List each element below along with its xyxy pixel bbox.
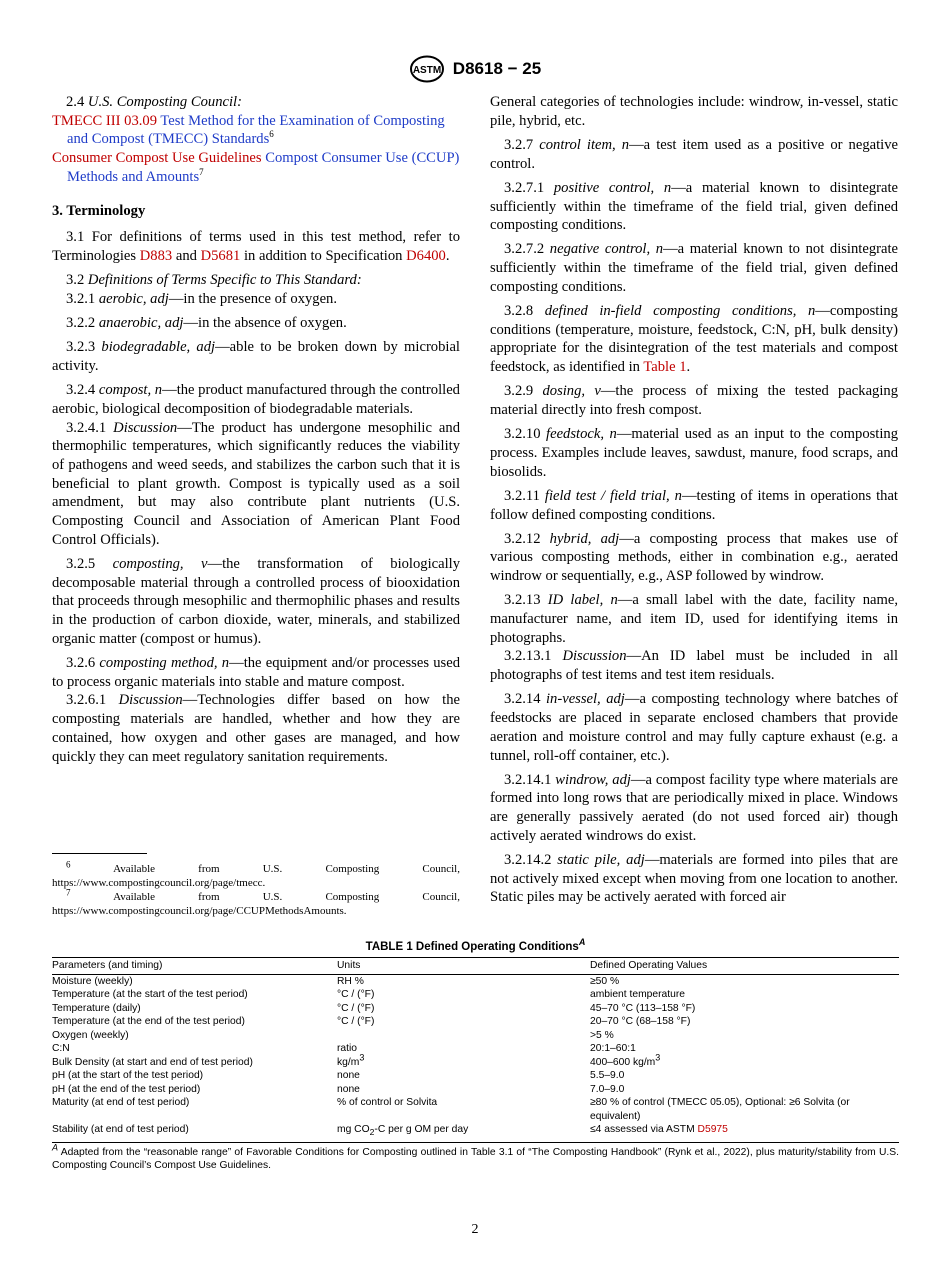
table-row: Temperature (at the end of the test period) °C / (°F) 20–70 °C (68–158 °F) (52, 1016, 691, 1027)
tmecc-link[interactable]: TMECC III 03.09 (52, 112, 157, 129)
tmecc-title-link[interactable]: Test Method for the Examination of Composting and Compost (TMECC) Standards (67, 112, 445, 148)
footnote-7: $^7$ Available from U.S. Composting Council, https://www.compostingcouncil.org/page/CCUPMethodsAmounts. (52, 887, 460, 917)
ccup-title-link[interactable]: Compost Consumer Use (CCUP) Methods and Amounts (67, 150, 460, 185)
table-row: pH (at the end of the test period) none 7.0–9.0 (52, 1083, 625, 1095)
d5975-link[interactable]: D5975 (697, 1124, 728, 1135)
astm-logo-icon (409, 55, 445, 83)
left-column: 2.4 U.S. Composting Council: TMECC III 03.09 Test Method for the Examination of Composting and Compost (TMECC) Standards$^6$ Consumer Compost Use Guidelines Compost Consumer Use (CCUP) Methods and Amounts$^7$ 3. Terminology 3.1 For definitions of terms used in this test method, refer to Terminologies D883 and D5681 in addition to Specification D6400. 3.2 Definitions of Terms Specific to This Standard: 3.2.1 aerobic, adj—in the presence of oxygen. 3.2.2 anaerobic, adj—in the absence of oxygen. 3.2.3 biodegradable, adj—able to be broken down by microbial activity. 3.2.4 compost, n—the product manufactured through the controlled aerobic, biological decomposition of biodegradable materials. 3.2.4.1 Discussion—The product has undergone mesophilic and thermophilic temperatures, which significantly reduces the viability of pathogens and weed seeds, and stabilizes the carbon such that it is beneficial to plant growth. Compost is typically used as a soil amendment, but may also contribute plant nutrients (U.S. Composting Council and Association of American Plant Food Control Officials). 3.2.5 composting, v—the transformation of biologically decomposable material through a controlled process of biooxidation that proceeds through mesophilic and thermophilic phases and results in the production of carbon dioxide, water, minerals, and stabilized organic matter (compost or humus). 3.2.6 composting method, n—the equipment and/or processes used to process organic materials into stable and mature compost. 3.2.6.1 Discussion—Technologies differ based on how the composting materials are handled, whether and how they are contained, how oxygen and other gases are managed, and how quickly they can meet regulatory sanitation requirements. (52, 94, 461, 765)
table-row: Maturity (at end of test period) % of control or Solvita ≥80 % of control (TMECC 05.05), Optional: ≥6 Solvita (or equivalent) (52, 1097, 850, 1122)
d883-link[interactable]: D883 (139, 247, 173, 264)
page-number: 2 (471, 1222, 479, 1237)
d6400-link[interactable]: D6400 (406, 247, 446, 264)
footnote-6: $^6$ Available from U.S. Composting Council, https://www.compostingcouncil.org/page/tmecc. (52, 859, 460, 889)
table1-link[interactable]: Table 1 (643, 359, 687, 376)
document-id: D8618 − 25 (452, 59, 542, 78)
table-row: Bulk Density (at start and end of test period) $kg/m^3$ 400–600 $kg/m^3$ (52, 1052, 661, 1068)
table-row: pH (at the start of the test period) none 5.5–9.0 (52, 1070, 625, 1081)
table-row: Temperature (at the start of the test period) °C / (°F) ambient temperature (52, 989, 686, 1000)
table-1 (52, 937, 899, 1173)
table-row: Oxygen (weekly) >5 % (52, 1029, 614, 1041)
table-header-row: Parameters (and timing) Units Defined Operating Values (52, 958, 899, 975)
section-heading: 3. Terminology (52, 202, 146, 219)
ccup-link[interactable]: Consumer Compost Use Guidelines (52, 150, 262, 167)
right-column: General categories of technologies include: windrow, in-vessel, static pile, hybrid, etc. 3.2.7 control item, n—a test item used as a positive or negative control. 3.2.7.1 positive control, n—a material known to disintegrate sufficiently within the timeframe of the field trial, given defined composting conditions. 3.2.7.2 negative control, n—a material known to not disintegrate sufficiently within the timeframe of the field trial, given defined composting conditions. 3.2.8 defined in-field composting conditions, n—composting conditions (temperature, moisture, feedstock, C:N, pH, bulk density) appropriate for the disintegration of the test materials and compost feedstock, as identified in Table 1. 3.2.9 dosing, v—the process of mixing the tested packaging material directly into fresh compost. 3.2.10 feedstock, n—material used as an input to the composting process. Examples include leaves, sawdust, manure, food scraps, and biosolids. 3.2.11 field test / field trial, n—testing of items in operations that follow defined composting conditions. 3.2.12 hybrid, adj—a composting process that makes use of various composting methods, either in combination e.g., aerated windrow or sequentially, e.g., ASP followed by windrow. 3.2.13 ID label, n—a small label with the date, facility name, manufacturer name, and item ID, used for identifying items in photographs. 3.2.13.1 Discussion—An ID label must be included in all photographs of test items and test item residuals. 3.2.14 in-vessel, adj—a composting technology where batches of feedstocks are placed in separate enclosed chambers that provide aeration and moisture control and may fully capture exhaust (e.g. a tunnel, roll-off container, etc.). 3.2.14.1 windrow, adj—a compost facility type where materials are formed into long rows that are periodically mixed in place. Windows are generally passively aerated (do not used forced air) though actively aerated windrows do exist. 3.2.14.2 static pile, adj—materials are formed into piles that are not actively mixed except when moving from one location to another. Static piles may be actively aerated with forced air (490, 94, 899, 906)
table-note: $^A$ Adapted from the “reasonable range” of Favorable Conditions for Composting outlined in Table 3.1 of “The Composting Handbook” (Rynk et al., 2022), plus maturity/stability from U.S. Composting Council’s Compost Use Guidelines. (52, 1142, 899, 1172)
table-row: Temperature (daily) °C / (°F) 45–70 °C (113–158 °F) (52, 1002, 696, 1014)
page-header (0, 55, 950, 83)
table-row: Moisture (weekly) RH % ≥50 % (52, 975, 620, 987)
table-title: TABLE 1 Defined Operating Conditions$^A$ (365, 937, 586, 953)
table-row: C:N ratio 20:1–60:1 (52, 1043, 636, 1054)
footnote-divider (52, 853, 147, 854)
footnotes (52, 859, 460, 918)
table-row: Stability (at end of test period) mg $CO_2-C$ per g OM per day ≤4 assessed via ASTM D5975 (52, 1123, 899, 1142)
d5681-link[interactable]: D5681 (200, 247, 241, 264)
svg-text:ASTM: ASTM (412, 65, 441, 76)
